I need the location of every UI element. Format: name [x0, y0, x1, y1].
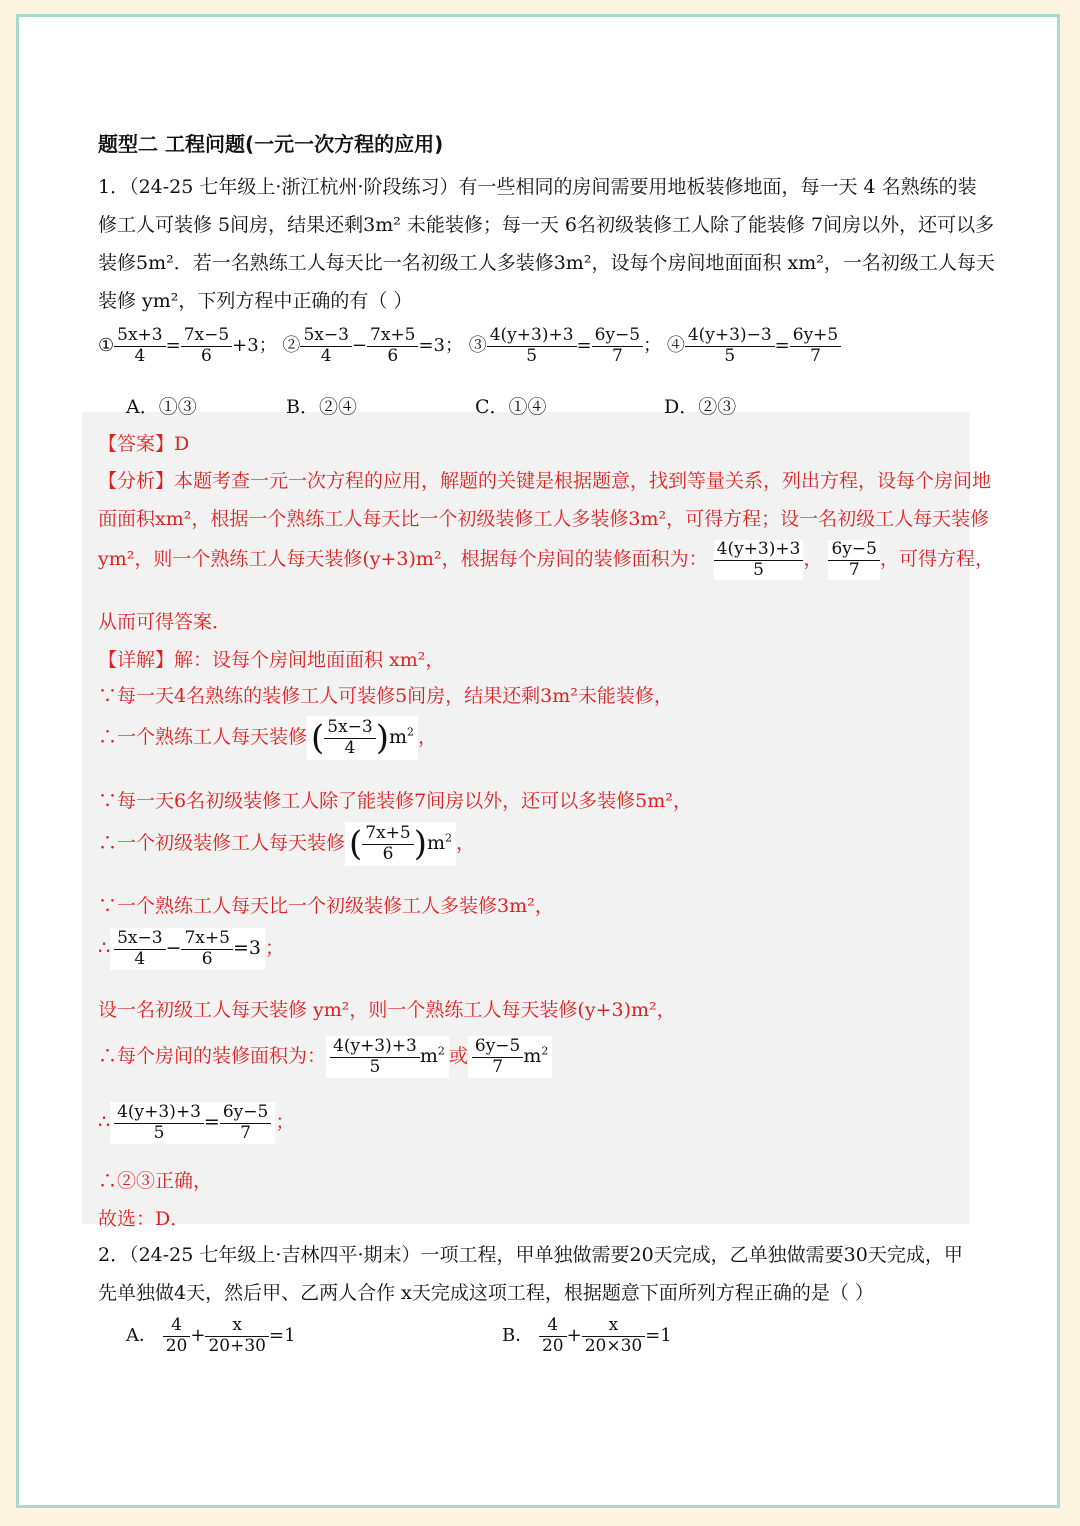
q2-option-b[interactable]: B． $\frac{4}{20}$ + $\frac{x}{20\times 30}$ =1	[502, 1315, 672, 1356]
detail-line1: 【详解】解：设每个房间地面面积 xm²，	[98, 649, 445, 671]
q1-option-a[interactable]: A．①③	[126, 396, 197, 418]
q1-line3: 装修5m²．若一名熟练工人每天比一名初级工人多装修3m²，设每个房间地面面积 xm²，一名初级工人每天	[98, 252, 995, 274]
analysis-line3-text: ym²，则一个熟练工人每天装修(y+3)m²，根据每个房间的装修面积为：	[98, 548, 708, 571]
analysis-line1: 【分析】本题考查一元一次方程的应用，解题的关键是根据题意，找到等量关系，列出方程，设每个房间地	[98, 470, 992, 492]
detail-line2: ∵每一天4名熟练的装修工人可装修5间房，结果还剩3m²未能装修，	[98, 685, 673, 707]
q1-line1: 1．（24-25 七年级上·浙江杭州·阶段练习）有一些相同的房间需要用地板装修地面，每一天 4 名熟练的装	[98, 176, 977, 198]
analysis-line4: 从而可得答案．	[98, 611, 232, 633]
detail-line11: ∴②③正确，	[98, 1170, 213, 1192]
q2-option-a-label: A．	[126, 1325, 157, 1347]
detail-line10: ∴ $\frac{4(y+3)+3}{5}$ = $\frac{6y-5}{7}$ ；	[98, 1102, 295, 1143]
q2-option-a[interactable]: A． $\frac{4}{20}$ + $\frac{x}{20+30}$ =1	[126, 1315, 296, 1356]
detail-line4: ∵每一天6名初级装修工人除了能装修7间房以外，还可以多装修5m²，	[98, 790, 692, 812]
detail-line7: ∴ $\frac{5x-3}{4}$ − $\frac{7x+5}{6}$ =3 ；	[98, 928, 284, 969]
detail-line5: ∴一个初级装修工人每天装修 ( $\frac{7x+5}{6}$ )$m^2$ ，	[98, 822, 475, 866]
q2-line1: 2．（24-25 七年级上·吉林四平·期末）一项工程，甲单独做需要20天完成，乙单独做需要30天完成，甲	[98, 1244, 963, 1266]
detail-line9: ∴每个房间的装修面积为： $\frac{4(y+3)+3}{5}$ $m^2$ 或 $\frac{6y-5}{7}$ $m^2$	[98, 1036, 552, 1078]
analysis-line3: ym²，则一个熟练工人每天装修(y+3)m²，根据每个房间的装修面积为： $\frac{4(y+3)+3}{5}$ ， $\frac{6y-5}{7}$ ，可得方程，	[98, 539, 994, 580]
detail-line6: ∵一个熟练工人每天比一个初级装修工人多装修3m²，	[98, 895, 554, 917]
detail-line3-text: ∴一个熟练工人每天装修	[98, 726, 308, 749]
detail-line3: ∴一个熟练工人每天装修 ( $\frac{5x-3}{4}$ )$m^2$ ，	[98, 716, 437, 760]
analysis-line2: 面面积xm²，根据一个熟练工人每天比一个初级装修工人多装修3m²，可得方程；设一名初级工人每天装修	[98, 508, 990, 530]
q2-line2: 先单独做4天，然后甲、乙两人合作 x天完成这项工程，根据题意下面所列方程正确的是（ ）	[98, 1282, 874, 1304]
q1-option-d[interactable]: D．②③	[664, 396, 737, 418]
q1-equations: ① $\frac{5x+3}{4}$ = $\frac{7x-5}{6}$ +3； ② $\frac{5x-3}{4}$ − $\frac{7x+5}{6}$ =3； ③ $\frac{4(y+3)+3}{5}$ = $\frac{6y-5}{7}$ ； ④ $\frac{4(y+3)-3}{5}$ = $\frac{6y+5}{7}$	[98, 326, 841, 366]
section-title: 题型二 工程问题(一元一次方程的应用)	[98, 132, 444, 156]
detail-line5-text: ∴一个初级装修工人每天装修	[98, 832, 346, 855]
q1-line4: 装修 ym²，下列方程中正确的有（ ）	[98, 290, 413, 312]
q1-line2: 修工人可装修 5间房，结果还剩3m² 未能装修；每一天 6名初级装修工人除了能装修 7间房以外，还可以多	[98, 214, 995, 236]
analysis-line3-end: ，可得方程，	[879, 548, 994, 571]
q1-option-b[interactable]: B．②④	[286, 396, 357, 418]
q1-option-c[interactable]: C．①④	[475, 396, 547, 418]
q2-option-b-label: B．	[502, 1325, 534, 1347]
detail-line12: 故选：D．	[98, 1208, 190, 1230]
detail-line9-text: ∴每个房间的装修面积为：	[98, 1045, 327, 1068]
answer-label: 【答案】D	[98, 433, 190, 455]
detail-line8: 设一名初级工人每天装修 ym²，则一个熟练工人每天装修(y+3)m²，	[98, 999, 676, 1021]
